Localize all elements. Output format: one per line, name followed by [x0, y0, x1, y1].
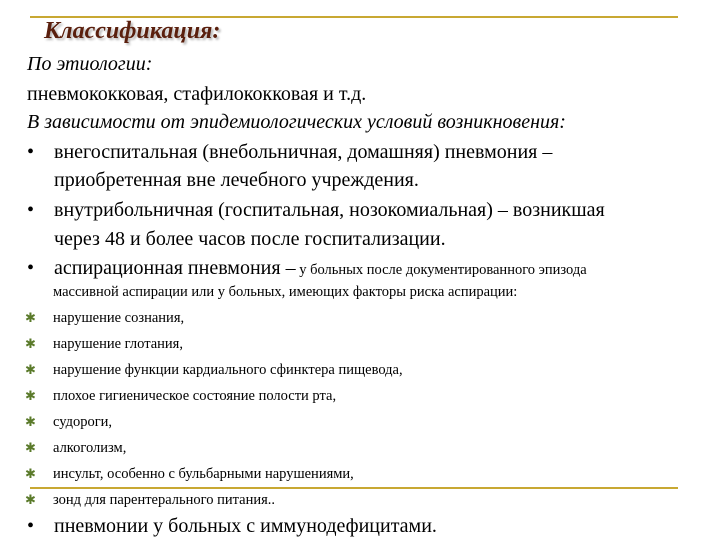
bullet-hospital-line2: через 48 и более часов после госпитализации.	[54, 228, 446, 250]
etiology-heading	[27, 52, 152, 76]
risk-factor-item: алкоголизм,	[53, 440, 127, 456]
bullet-aspiration-line2: массивной аспирации или у больных, имеющих факторы риска аспирации:	[53, 284, 518, 300]
bullet-marker: •	[27, 199, 35, 221]
risk-factor-item: зонд для парентерального питания..	[53, 492, 276, 508]
risk-factor-item: судороги,	[53, 414, 113, 430]
bullet-community-line1: внегоспитальная (внебольничная, домашняя) пневмония –	[54, 141, 553, 163]
risk-factor-item: плохое гигиеническое состояние полости рта,	[53, 388, 337, 404]
bullet-community-line2: приобретенная вне лечебного учреждения.	[54, 169, 419, 191]
star-bullet-icon: ✱	[25, 414, 36, 429]
bullet-aspiration-large: аспирационная пневмония –	[54, 257, 296, 279]
risk-factor-item: инсульт, особенно с бульбарными нарушениями,	[53, 466, 354, 482]
bullet-marker: •	[27, 141, 35, 163]
risk-factor-item: нарушение глотания,	[53, 336, 183, 352]
star-bullet-icon: ✱	[25, 362, 36, 377]
bullet-immunodeficiency: пневмонии у больных с иммунодефицитами.	[54, 515, 437, 537]
star-bullet-icon: ✱	[25, 336, 36, 351]
star-bullet-icon: ✱	[25, 492, 36, 507]
epidemiology-heading	[27, 110, 566, 134]
bottom-rule	[30, 487, 678, 489]
bullet-aspiration-line1	[54, 256, 587, 282]
star-bullet-icon: ✱	[25, 388, 36, 403]
bullet-aspiration-small: у больных после документированного эпизода	[295, 262, 587, 278]
etiology-colon: :	[145, 53, 153, 75]
epidemiology-colon: :	[559, 111, 566, 133]
slide-title: Классификация:	[44, 18, 221, 44]
risk-factor-item: нарушение функции кардиального сфинктера пищевода,	[53, 362, 403, 378]
star-bullet-icon: ✱	[25, 310, 36, 325]
risk-factor-item: нарушение сознания,	[53, 310, 185, 326]
star-bullet-icon: ✱	[25, 466, 36, 481]
epidemiology-heading-text: В зависимости от эпидемиологических условий возникновения	[27, 111, 560, 133]
etiology-heading-text: По этиологии	[27, 53, 146, 75]
bullet-marker: •	[27, 257, 35, 279]
bullet-hospital-line1: внутрибольничная (госпитальная, нозокомиальная) – возникшая	[54, 199, 605, 221]
etiology-text: пневмококковая, стафилококковая и т.д.	[27, 83, 367, 105]
star-bullet-icon: ✱	[25, 440, 36, 455]
bullet-marker: •	[27, 515, 35, 537]
